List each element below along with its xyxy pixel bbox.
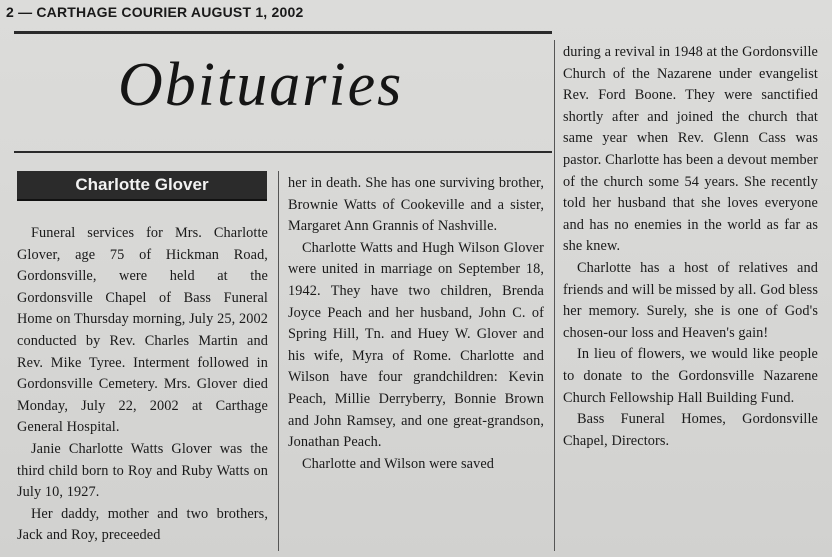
section-title: Obituaries: [118, 51, 404, 119]
paragraph: Charlotte Watts and Hugh Wilson Glover were united in marriage on September 18, 1942. They have two children, Brenda Joyce Peach and her husband, John C. of Spring Hill, Tn. and Huey W. Glover and his wife, Myra of Rome. Charlotte and Wilson have four grandchildren: Kevin Peach, Millie Derryberry, Bonnie Brown and John Ramsey, and one great-grandson, Jonathan Peach.: [288, 239, 544, 451]
top-rule: [14, 31, 552, 34]
column-divider: [554, 40, 555, 551]
paragraph: Charlotte has a host of relatives and friends and will be missed by all. God bless her memory. Surely, she is one of God's chosen-our loss and Heaven's gain!: [563, 259, 818, 341]
paragraph: during a revival in 1948 at the Gordonsville Church of the Nazarene under evangelist Rev. Ford Boone. They were sanctified shortly after and joined the church that same year when Rev. Glenn Cass was pastor. Charlotte has been a devout member of the church some 54 years. She recently told her husband that she loves everyone and has no enemies in the world as far as she knew.: [563, 44, 818, 255]
paragraph: Janie Charlotte Watts Glover was the third child born to Roy and Ruby Watts on July 10, 1927.: [17, 440, 268, 501]
obituary-name: Charlotte Glover: [75, 175, 209, 194]
obituary-name-banner: [17, 171, 267, 201]
column-divider: [278, 171, 279, 551]
paragraph: Bass Funeral Homes, Gordonsville Chapel, Directors.: [563, 411, 818, 449]
obituary-column-3: [563, 42, 818, 452]
paragraph: Funeral services for Mrs. Charlotte Glover, age 75 of Hickman Road, Gordonsville, were held at the Gordonsville Chapel of Bass Funeral Home on Thursday morning, July 25, 2002 conducted by Rev. Charles Martin and Rev. Mike Tyree. Interment followed in Gordonsville Cemetery. Mrs. Glover died Monday, July 22, 2002 at Carthage General Hospital.: [17, 225, 268, 436]
paragraph: In lieu of flowers, we would like people to donate to the Gordonsville Nazarene Church Fellowship Hall Building Fund.: [563, 346, 818, 406]
paragraph: Charlotte and Wilson were saved: [302, 455, 495, 472]
paragraph: Her daddy, mother and two brothers, Jack and Roy, preceeded: [17, 505, 268, 544]
page-folio: 2 — CARTHAGE COURIER AUGUST 1, 2002: [6, 4, 304, 20]
obituary-column-1: [17, 223, 268, 547]
section-rule: [14, 151, 552, 153]
paragraph: her in death. She has one surviving brother, Brownie Watts of Cookeville and a sister, Margaret Ann Grannis of Nashville.: [288, 175, 544, 235]
obituary-column-2: [288, 173, 544, 475]
